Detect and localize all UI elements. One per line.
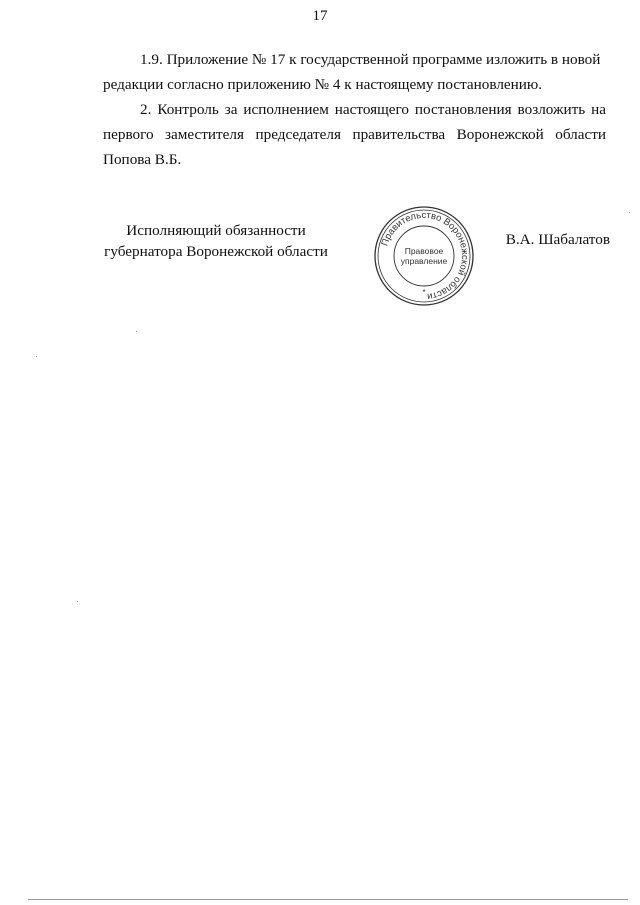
seal-inner-text: управление	[400, 256, 448, 266]
bottom-scan-edge	[28, 899, 628, 900]
seal-outer-text: Правительство Воронежской области	[379, 209, 471, 302]
paragraph-appendix	[103, 47, 606, 97]
scan-speck	[77, 601, 78, 602]
seal-inner-text: Правовое	[404, 246, 444, 256]
official-seal	[372, 204, 476, 308]
page-number: 17	[312, 8, 328, 24]
paragraph-line: редакции согласно приложению № 4 к настоящему постановлению.	[103, 76, 543, 93]
scan-speck	[629, 212, 630, 213]
scan-speck	[136, 331, 137, 332]
seal-star-icon: *	[422, 288, 426, 297]
signatory-position-line: Исполняющий обязанности	[126, 222, 306, 239]
signatory-position-line: губернатора Воронежской области	[104, 243, 328, 260]
paragraph-line: 1.9. Приложение № 17 к государственной программе изложить в новой	[140, 51, 601, 68]
paragraph-line: Попова В.Б.	[103, 151, 182, 168]
paragraph-line: 2. Контроль за исполнением настоящего постановления возложить на	[140, 101, 606, 118]
paragraph-line: первого заместителя председателя правительства Воронежской области	[103, 126, 606, 143]
seal-graphic	[372, 204, 476, 308]
signatory-position	[96, 220, 336, 262]
paragraph-control	[103, 97, 606, 172]
signatory-name: В.А. Шабалатов	[505, 231, 610, 248]
scan-speck	[36, 356, 37, 357]
